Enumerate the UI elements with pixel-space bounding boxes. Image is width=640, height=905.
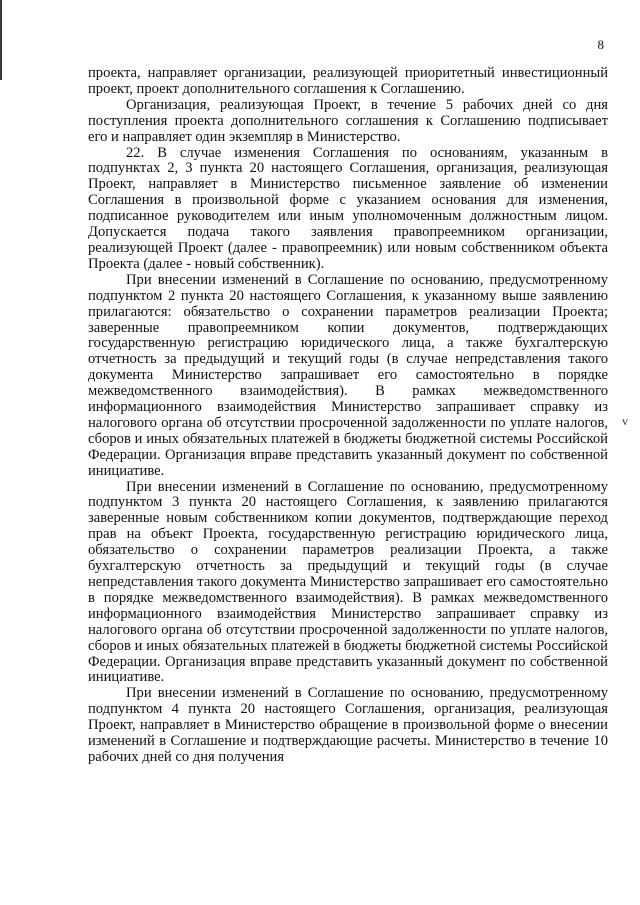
paragraph-continuation: проекта, направляет организации, реализующей приоритетный инвестиционный проект, проект дополнительного соглашения к Соглашению. [88, 65, 608, 97]
paragraph-subclause-4: При внесении изменений в Соглашение по основанию, предусмотренному подпунктом 4 пункта 20 настоящего Соглашения, организация, реализующая Проект, направляет в Министерство обращение в произвольной форме о внесении изменений в Соглашение и подтверждающие расчеты. Министерство в течение 10 рабочих дней со дня получения [88, 685, 608, 765]
margin-mark: v [622, 414, 628, 428]
paragraph-subclause-3: При внесении изменений в Соглашение по основанию, предусмотренному подпунктом 3 пункта 20 настоящего Соглашения, к заявлению прилагаются заверенные новым собственником копии документов, подтверждающие переход прав на объект Проекта, государственную регистрацию юридического лица, обязательство о сохранении параметров реализации Проекта, а также бухгалтерскую отчетность за предыдущий и текущий годы (в случае непредставления такого документа Министерство запрашивает его самостоятельно в порядке межведомственного взаимодействия). В рамках межведомственного информационного взаимодействия Министерство запрашивает справку из налогового органа об отсутствии просроченной задолженности по уплате налогов, сборов и иных обязательных платежей в бюджеты бюджетной системы Российской Федерации. Организация вправе представить указанный документ по собственной инициативе. [88, 478, 608, 686]
paragraph-subclause-2: При внесении изменений в Соглашение по основанию, предусмотренному подпунктом 2 пункта 20 настоящего Соглашения, к указанному выше заявлению прилагаются: обязательство о сохранении параметров реализации Проекта; заверенные правопреемником копии документов, подтверждающих государственную регистрацию юридического лица, а также бухгалтерскую отчетность за предыдущий и текущий годы (в случае непредставления такого документа Министерство запрашивает его самостоятельно в порядке межведомственного взаимодействия). В рамках межведомственного информационного взаимодействия Министерство запрашивает справку из налогового органа об отсутствии просроченной задолженности по уплате налогов, сборов и иных обязательных платежей в бюджеты бюджетной системы Российской Федерации. Организация вправе представить указанный документ по собственной инициативе. [88, 271, 608, 479]
paragraph-signing-term: Организация, реализующая Проект, в течение 5 рабочих дней со дня поступления проекта дополнительного соглашения к Соглашению подписывает его и направляет один экземпляр в Министерство. [88, 96, 608, 145]
scan-edge-line [0, 0, 2, 80]
page-number: 8 [597, 37, 604, 52]
document-body [88, 66, 608, 766]
paragraph-clause-22: 22. В случае изменения Соглашения по основаниям, указанным в подпунктах 2, 3 пункта 20 настоящего Соглашения, организация, реализующая Проект, направляет в Министерство письменное заявление об изменении Соглашения в произвольной форме с указанием основания для изменения, подписанное руководителем или иным уполномоченным должностным лицом. Допускается подача такого заявления правопреемником организации, реализующей Проект (далее - правопреемник) или новым собственником объекта Проекта (далее - новый собственник). [88, 144, 608, 272]
